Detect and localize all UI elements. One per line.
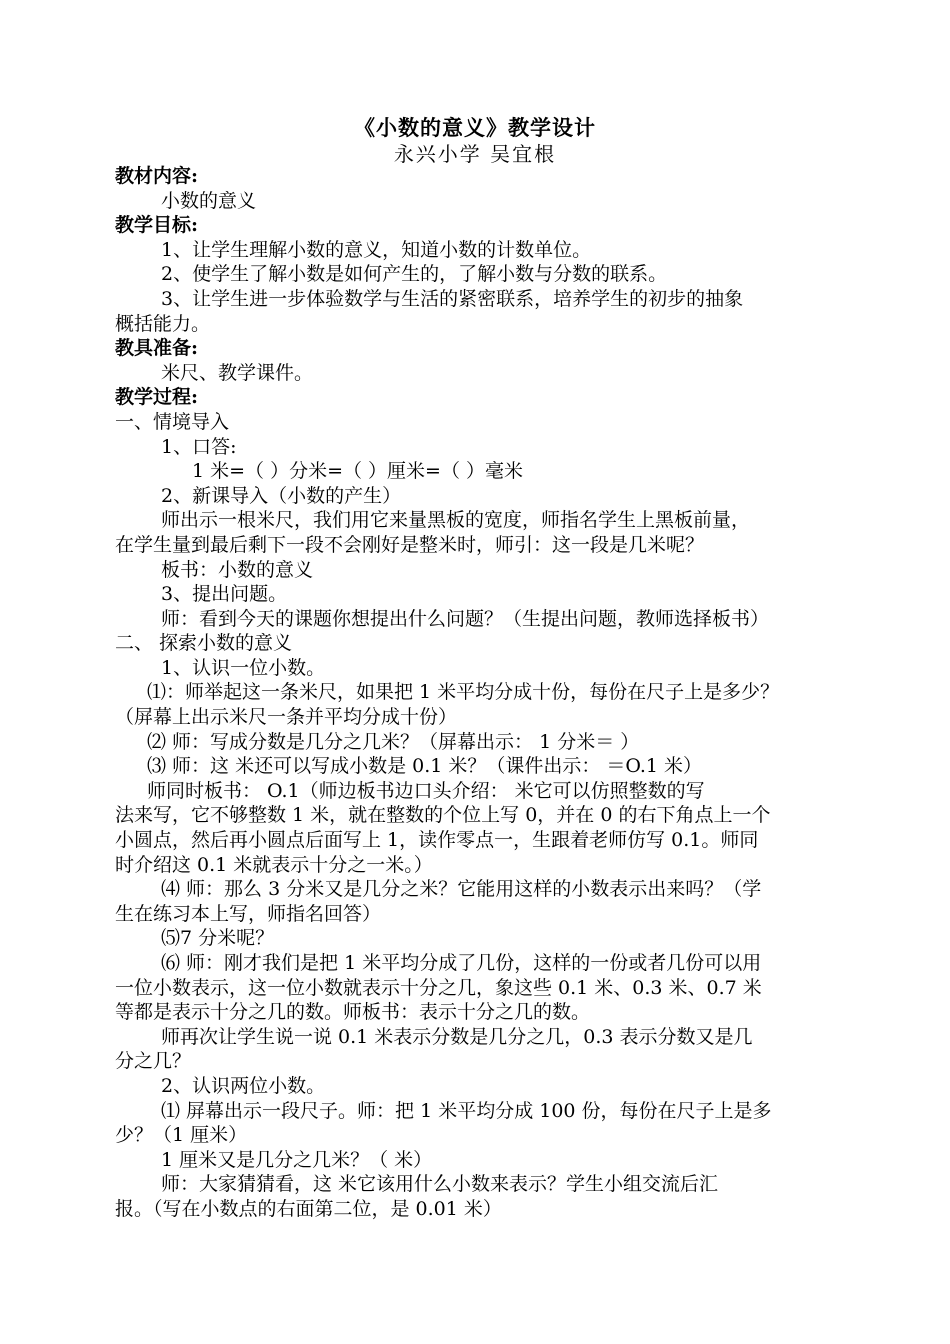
document-title: 《小数的意义》教学设计 <box>354 115 596 140</box>
paragraph-line: 3、提出问题。 <box>161 583 288 606</box>
paragraph-line: 1、让学生理解小数的意义，知道小数的计数单位。 <box>161 238 592 261</box>
subsection-heading: 二、 探索小数的意义 <box>115 632 293 655</box>
paragraph-line: 一位小数表示，这一位小数就表示十分之几，象这些 0.1 米、0.3 米、0.7 米 <box>115 976 762 999</box>
paragraph-line: 板书：小数的意义 <box>161 558 314 581</box>
paragraph-line: 米尺、教学课件。 <box>161 361 314 384</box>
paragraph-line: 分之几？ <box>115 1050 192 1073</box>
paragraph-line: 师：大家猜猜看，这 米它该用什么小数来表示？学生小组交流后汇 <box>161 1173 719 1196</box>
paragraph-line: （屏幕上出示米尺一条并平均分成十份） <box>115 706 458 729</box>
paragraph-line: 生在练习本上写，师指名回答） <box>115 902 382 925</box>
paragraph-line: 1、认识一位小数。 <box>161 656 326 679</box>
paragraph-line: 小圆点，然后再小圆点后面写上 1，读作零点一，生跟着老师仿写 0.1。师同 <box>115 829 759 852</box>
paragraph-line: 师再次让学生说一说 0.1 米表示分数是几分之几，0.3 表示分数又是几 <box>161 1025 753 1048</box>
document-subtitle: 永兴小学 吴宜根 <box>393 142 557 166</box>
section-heading: 教学目标: <box>115 214 199 237</box>
document-body <box>115 164 845 1222</box>
paragraph-line: 概括能力。 <box>115 312 211 335</box>
paragraph-line: ⑴ 屏幕出示一段尺子。师：把 1 米平均分成 100 份，每份在尺子上是多 <box>161 1099 772 1122</box>
paragraph-line: 少？（1 厘米） <box>115 1124 248 1147</box>
paragraph-line: ⑴：师举起这一条米尺，如果把 1 米平均分成十份，每份在尺子上是多少？ <box>147 681 780 704</box>
section-heading: 教具准备: <box>115 337 199 360</box>
paragraph-line: ⑷ 师：那么 3 分米又是几分之米？它能用这样的小数表示出来吗？（学 <box>161 878 762 901</box>
paragraph-line: 师：看到今天的课题你想提出什么问题？（生提出问题，教师选择板书） <box>161 607 770 630</box>
section-heading: 教材内容: <box>115 165 199 187</box>
paragraph-line: 法来写，它不够整数 1 米，就在整数的个位上写 0，并在 0 的右下角点上一个 <box>115 804 771 827</box>
paragraph-line: 3、让学生进一步体验数学与生活的紧密联系，培养学生的初步的抽象 <box>161 287 744 310</box>
paragraph-line: 2、使学生了解小数是如何产生的，了解小数与分数的联系。 <box>161 263 668 286</box>
paragraph-line: 2、新课导入（小数的产生） <box>161 484 402 507</box>
paragraph-line: ⑹ 师：刚才我们是把 1 米平均分成了几份，这样的一份或者几份可以用 <box>161 952 762 974</box>
section-heading: 教学过程: <box>115 386 199 409</box>
paragraph-line: ⑸7 分米呢？ <box>161 927 275 950</box>
paragraph-line: 在学生量到最后剩下一段不会刚好是整米时，师引：这一段是几米呢？ <box>115 533 705 556</box>
paragraph-line: 1、口答: <box>161 435 237 458</box>
paragraph-line: 小数的意义 <box>161 189 257 212</box>
paragraph-line: 2、认识两位小数。 <box>161 1074 326 1097</box>
paragraph-line: 师出示一根米尺，我们用它来量黑板的宽度，师指名学生上黑板前量， <box>161 509 751 532</box>
paragraph-line: ⑵ 师：写成分数是几分之几米？（屏幕出示： 1 分米＝ ） <box>147 730 640 753</box>
paragraph-line: 报。（写在小数点的右面第二位，是 0.01 米） <box>115 1197 502 1220</box>
paragraph-line: 1 厘米又是几分之几米？（ 米） <box>161 1148 433 1171</box>
subsection-heading: 一、情境导入 <box>115 410 230 433</box>
paragraph-line: 师同时板书： O.1（师边板书边口头介绍： 米它可以仿照整数的写 <box>147 779 705 802</box>
paragraph-line: ⑶ 师：这 米还可以写成小数是 0.1 米？（课件出示： ＝O.1 米） <box>147 755 703 778</box>
paragraph-line: 等都是表示十分之几的数。师板书：表示十分之几的数。 <box>115 1001 591 1024</box>
paragraph-line: 1 米=（ ）分米=（ ）厘米=（ ）毫米 <box>192 460 524 483</box>
paragraph-line: 时介绍这 0.1 米就表示十分之一米。） <box>115 853 433 876</box>
